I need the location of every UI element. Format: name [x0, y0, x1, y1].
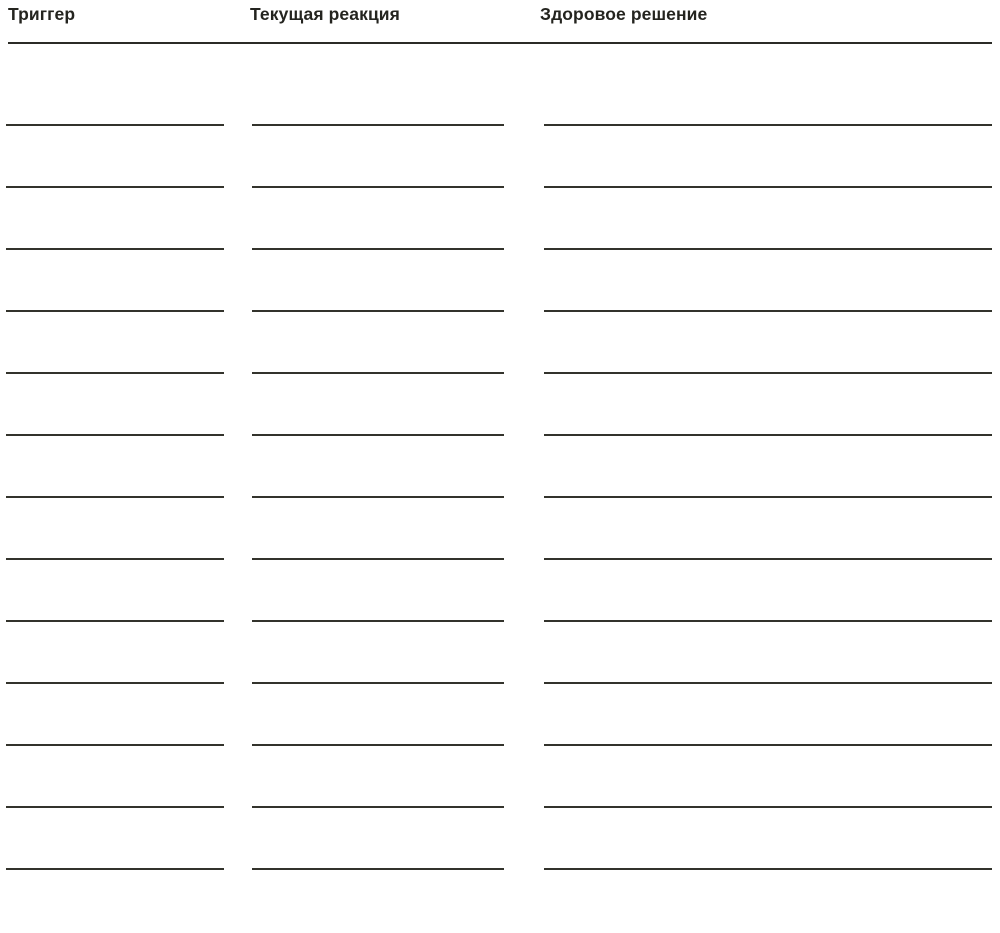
write-line-trigger[interactable] — [6, 806, 224, 808]
write-line-healthy-solution[interactable] — [544, 124, 992, 126]
write-line-healthy-solution[interactable] — [544, 248, 992, 250]
write-line-trigger[interactable] — [6, 372, 224, 374]
write-line-current-reaction[interactable] — [252, 186, 504, 188]
write-line-healthy-solution[interactable] — [544, 806, 992, 808]
column-header-healthy-solution: Здоровое решение — [540, 4, 708, 24]
write-line-healthy-solution[interactable] — [544, 496, 992, 498]
write-line-trigger[interactable] — [6, 434, 224, 436]
write-line-current-reaction[interactable] — [252, 434, 504, 436]
write-line-current-reaction[interactable] — [252, 496, 504, 498]
write-line-trigger[interactable] — [6, 620, 224, 622]
write-line-trigger[interactable] — [6, 186, 224, 188]
column-header-current-reaction: Текущая реакция — [250, 4, 400, 24]
write-line-trigger[interactable] — [6, 310, 224, 312]
write-line-current-reaction[interactable] — [252, 124, 504, 126]
write-line-trigger[interactable] — [6, 744, 224, 746]
write-line-current-reaction[interactable] — [252, 558, 504, 560]
write-line-current-reaction[interactable] — [252, 620, 504, 622]
write-line-healthy-solution[interactable] — [544, 744, 992, 746]
write-line-trigger[interactable] — [6, 868, 224, 870]
write-line-current-reaction[interactable] — [252, 682, 504, 684]
write-line-current-reaction[interactable] — [252, 310, 504, 312]
write-line-healthy-solution[interactable] — [544, 868, 992, 870]
write-line-current-reaction[interactable] — [252, 806, 504, 808]
write-line-current-reaction[interactable] — [252, 248, 504, 250]
write-line-current-reaction[interactable] — [252, 372, 504, 374]
write-line-trigger[interactable] — [6, 682, 224, 684]
column-header-trigger: Триггер — [8, 4, 76, 24]
write-line-healthy-solution[interactable] — [544, 186, 992, 188]
write-line-healthy-solution[interactable] — [544, 558, 992, 560]
write-line-trigger[interactable] — [6, 248, 224, 250]
write-line-healthy-solution[interactable] — [544, 434, 992, 436]
write-line-trigger[interactable] — [6, 558, 224, 560]
write-line-healthy-solution[interactable] — [544, 620, 992, 622]
write-line-current-reaction[interactable] — [252, 868, 504, 870]
write-line-healthy-solution[interactable] — [544, 310, 992, 312]
write-line-healthy-solution[interactable] — [544, 372, 992, 374]
write-line-current-reaction[interactable] — [252, 744, 504, 746]
write-line-healthy-solution[interactable] — [544, 682, 992, 684]
write-line-trigger[interactable] — [6, 124, 224, 126]
write-line-trigger[interactable] — [6, 496, 224, 498]
